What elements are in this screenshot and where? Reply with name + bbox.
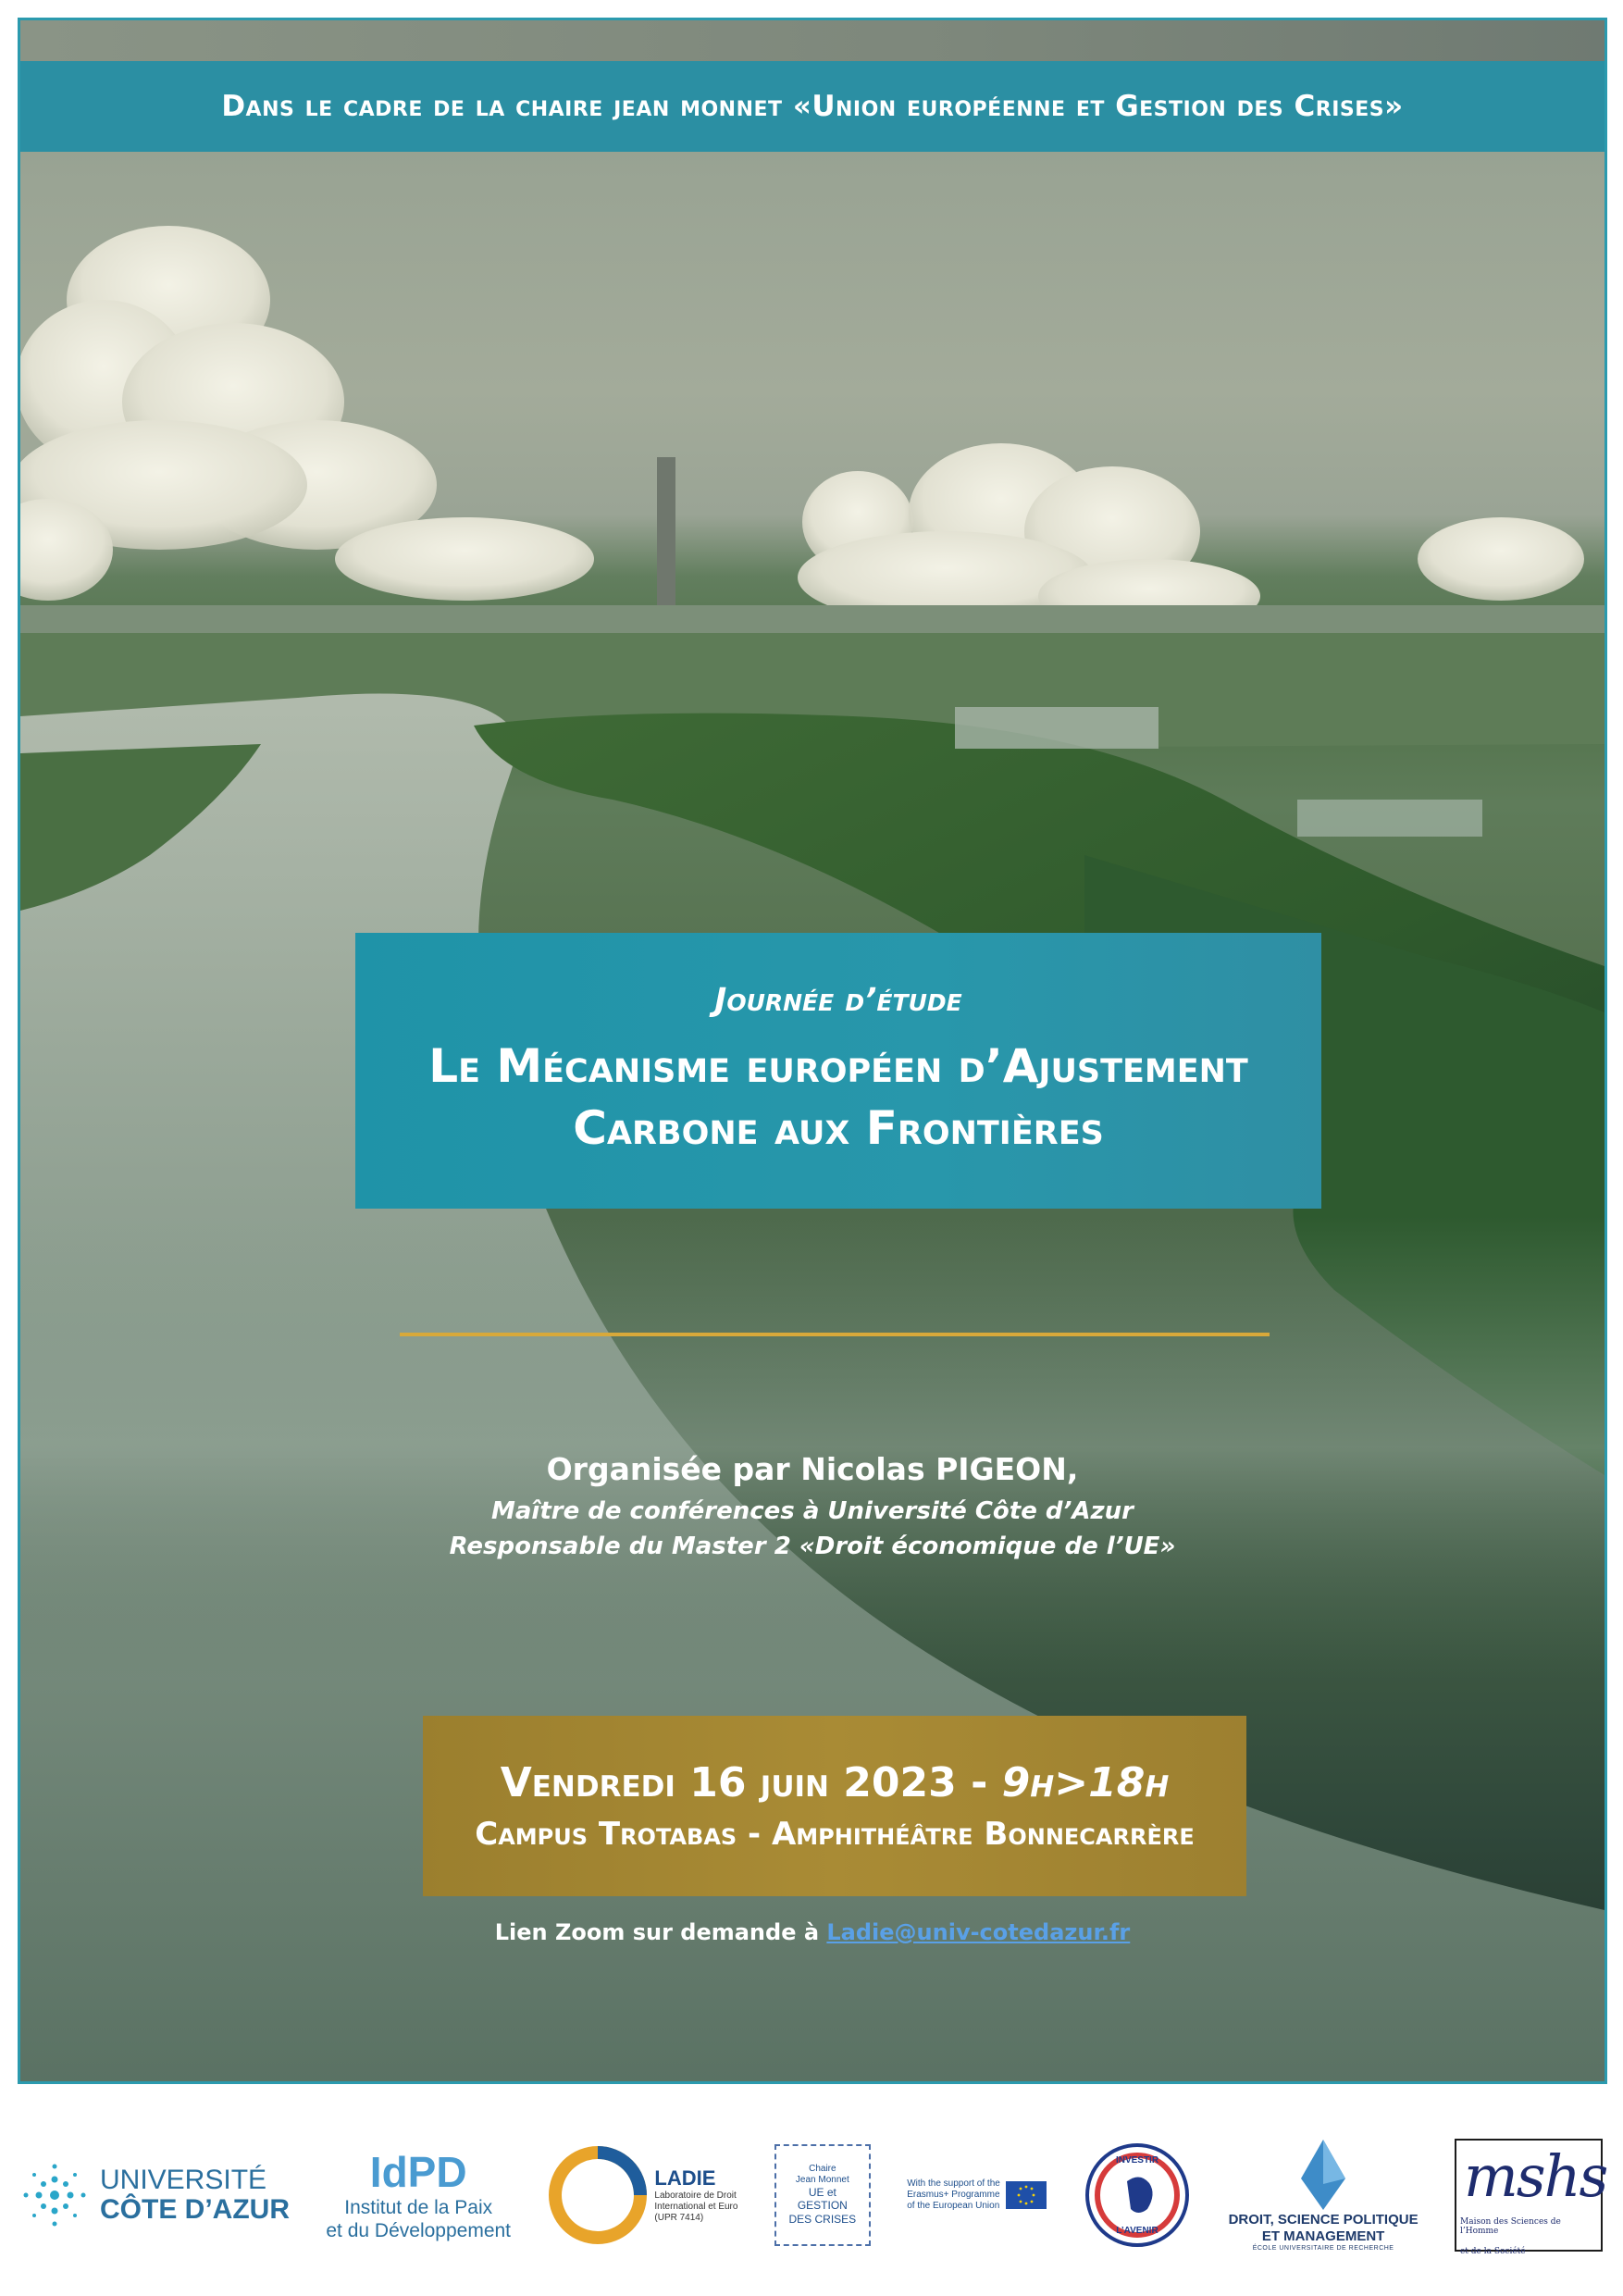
- date-venue-box: [423, 1716, 1246, 1896]
- event-title-box: [355, 933, 1321, 1209]
- pond-1: [955, 707, 1158, 749]
- organizer-name: Organisée par Nicolas PIGEON,: [546, 1451, 1079, 1487]
- crystal-icon: [1295, 2138, 1351, 2212]
- chaire-line3: UE et: [808, 2185, 836, 2199]
- dspm-line3: ÉCOLE UNIVERSITAIRE DE RECHERCHE: [1252, 2245, 1394, 2252]
- uca-line1: UNIVERSITÉ: [100, 2165, 267, 2195]
- header-banner: [20, 61, 1604, 152]
- zoom-prefix: Lien Zoom sur demande à: [494, 1919, 820, 1945]
- mshs-line1: Maison des Sciences de l’Homme: [1459, 2216, 1561, 2236]
- dspm-line1: DROIT, SCIENCE POLITIQUE: [1228, 2212, 1419, 2228]
- erasmus-line3: of the European Union: [907, 2200, 1000, 2211]
- clouds-left: [20, 226, 594, 601]
- investir-avenir-icon: [1083, 2141, 1192, 2250]
- event-title-line2: Carbone aux Frontières: [573, 1101, 1104, 1155]
- uca-dots-icon: [20, 2161, 89, 2229]
- pond-2: [1297, 800, 1482, 837]
- chaire-line1: Chaire: [809, 2163, 836, 2174]
- logo-universite-cote-azur: [20, 2161, 290, 2229]
- investir-top-text: INVESTIR: [1116, 2154, 1159, 2166]
- erasmus-line2: Erasmus+ Programme: [907, 2189, 1000, 2200]
- chaire-line2: Jean Monnet: [795, 2174, 849, 2185]
- logo-ladie: [547, 2144, 737, 2246]
- ladie-abbr: LADIE: [654, 2166, 716, 2190]
- uca-line2: CÔTE D’AZUR: [100, 2193, 290, 2225]
- logo-investir-avenir: [1083, 2141, 1192, 2250]
- chaire-line5: DES CRISES: [788, 2212, 857, 2226]
- zoom-line: [20, 1919, 1604, 1945]
- dspm-line2: ET MANAGEMENT: [1261, 2228, 1385, 2244]
- organizer-role-2: Responsable du Master 2 «Droit économique de l’UE»: [449, 1532, 1176, 1560]
- chimney: [657, 457, 675, 605]
- mshs-word: mshs: [1463, 2141, 1607, 2210]
- mshs-line2: et de la Société: [1459, 2246, 1526, 2256]
- mist-band: [20, 1216, 1604, 1679]
- idpd-line1: Institut de la Paix: [344, 2197, 493, 2219]
- venue-line: Campus Trotabas - Amphithéâtre Bonnecarrère: [475, 1816, 1195, 1853]
- event-kicker: Journée d’étude: [714, 981, 962, 1019]
- ladie-line3: (UPR 7414): [654, 2212, 704, 2223]
- logo-chaire-jean-monnet: [774, 2144, 871, 2246]
- clouds-center: [798, 443, 1584, 633]
- logo-erasmus: [907, 2178, 1047, 2212]
- ladie-ring-icon: [547, 2144, 649, 2246]
- event-title-line1: Le Mécanisme européen d’Ajustement: [428, 1038, 1248, 1093]
- erasmus-line1: With the support of the: [907, 2178, 1000, 2189]
- date-line: [501, 1759, 1170, 1806]
- zoom-email-link[interactable]: Ladie@univ-cotedazur.fr: [826, 1919, 1131, 1945]
- date-day: Vendredi 16 juin 2023 -: [500, 1759, 988, 1806]
- poster-frame: [18, 18, 1607, 2084]
- ladie-line1: Laboratoire de Droit: [654, 2190, 737, 2201]
- date-hours: 9h>18h: [1001, 1759, 1170, 1806]
- investir-bottom-text: L’AVENIR: [1116, 2225, 1158, 2236]
- gold-divider: [400, 1333, 1270, 1336]
- chaire-line4: GESTION: [797, 2199, 848, 2213]
- idpd-abbr: IdPD: [369, 2148, 467, 2197]
- organizer-block: [20, 1451, 1604, 1564]
- mshs-frame: [1455, 2139, 1607, 2256]
- logo-dspm: [1229, 2138, 1419, 2252]
- top-band: [20, 20, 1604, 61]
- logo-mshs: [1455, 2139, 1607, 2256]
- idpd-line2: et du Développement: [326, 2219, 512, 2241]
- eu-flag-icon: [1006, 2181, 1047, 2209]
- logo-idpd: [326, 2147, 511, 2241]
- organizer-role-1: Maître de conférences à Université Côte d’Azur: [490, 1497, 1134, 1525]
- header-text: Dans le cadre de la chaire jean monnet «Union européenne et Gestion des Crises»: [221, 90, 1404, 123]
- ladie-line2: International et Euro: [654, 2201, 738, 2212]
- partner-logos: [0, 2093, 1623, 2296]
